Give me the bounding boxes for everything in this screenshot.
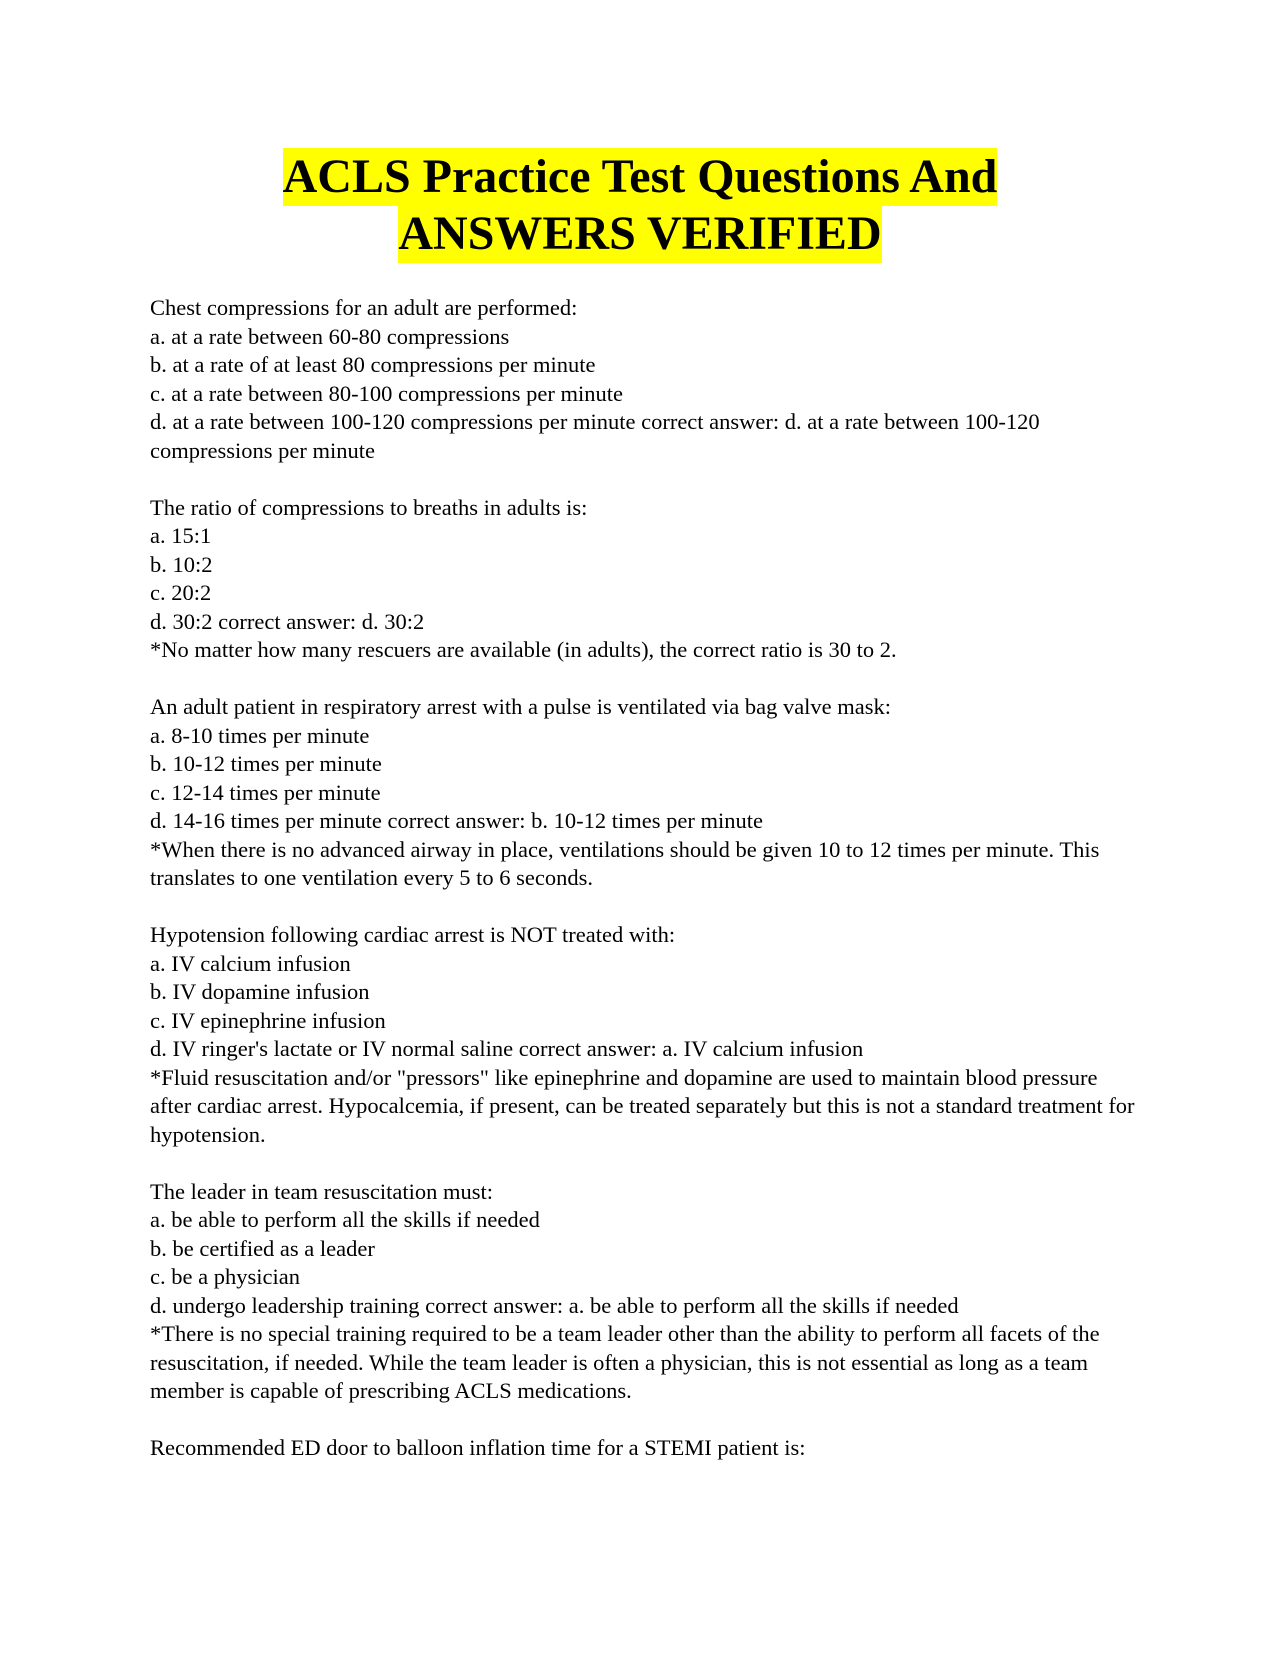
explanation-text: *When there is no advanced airway in place, ventilations should be given 10 to 12 times per minute. This translates to one ventilation every 5 to 6 seconds. bbox=[150, 836, 1100, 890]
option-line: b. 10-12 times per minute bbox=[150, 751, 382, 776]
question-block bbox=[150, 294, 1135, 465]
title-line-1: ACLS Practice Test Questions And bbox=[283, 148, 998, 206]
answer-line: d. 14-16 times per minute correct answer: b. 10-12 times per minute bbox=[150, 808, 763, 833]
explanation-text: *There is no special training required to be a team leader other than the ability to perform all facets of the resuscitation, if needed. While the team leader is often a physician, this is not essential as long as a team member is capable of prescribing ACLS medications. bbox=[150, 1321, 1100, 1403]
option-line: a. IV calcium infusion bbox=[150, 950, 351, 976]
option-line: c. IV epinephrine infusion bbox=[150, 1007, 386, 1033]
answer-line: d. at a rate between 100-120 compressions per minute correct answer: d. at a rate between 100-120 compressions per minute bbox=[150, 409, 1040, 463]
question-block bbox=[150, 494, 1135, 665]
explanation-text: *Fluid resuscitation and/or "pressors" like epinephrine and dopamine are used to maintain blood pressure after cardiac arrest. Hypocalcemia, if present, can be treated separately but this is not a standard treatment for hypotension. bbox=[150, 1064, 1135, 1147]
question-stem: The leader in team resuscitation must: bbox=[150, 1178, 494, 1204]
question-block bbox=[150, 921, 1135, 1149]
title-line-2: ANSWERS VERIFIED bbox=[398, 205, 881, 263]
question-block bbox=[150, 1178, 1135, 1406]
question-list bbox=[150, 294, 1135, 1491]
answer-line: d. 30:2 correct answer: d. 30:2 bbox=[150, 608, 425, 634]
option-line: c. 20:2 bbox=[150, 580, 212, 605]
option-line: b. be certified as a leader bbox=[150, 1235, 375, 1261]
question-stem: Recommended ED door to balloon inflation time for a STEMI patient is: bbox=[150, 1435, 806, 1460]
option-line: c. 12-14 times per minute bbox=[150, 779, 381, 805]
option-line: b. IV dopamine infusion bbox=[150, 979, 370, 1004]
option-line: b. at a rate of at least 80 compressions per minute bbox=[150, 352, 596, 377]
answer-line: d. undergo leadership training correct answer: a. be able to perform all the skills if needed bbox=[150, 1292, 959, 1318]
option-line: a. be able to perform all the skills if needed bbox=[150, 1207, 540, 1232]
option-line: a. at a rate between 60-80 compressions bbox=[150, 323, 510, 349]
question-stem: Chest compressions for an adult are performed: bbox=[150, 295, 578, 320]
option-line: c. at a rate between 80-100 compressions per minute bbox=[150, 380, 623, 406]
question-stem: The ratio of compressions to breaths in adults is: bbox=[150, 494, 588, 520]
question-block bbox=[150, 693, 1135, 893]
document-title bbox=[150, 148, 1130, 262]
explanation-text: *No matter how many rescuers are available (in adults), the correct ratio is 30 to 2. bbox=[150, 637, 897, 662]
option-line: a. 15:1 bbox=[150, 523, 212, 548]
option-line: b. 10:2 bbox=[150, 551, 213, 577]
question-stem: Hypotension following cardiac arrest is NOT treated with: bbox=[150, 922, 676, 947]
option-line: a. 8-10 times per minute bbox=[150, 722, 370, 748]
question-stem: An adult patient in respiratory arrest with a pulse is ventilated via bag valve mask: bbox=[150, 694, 892, 719]
option-line: c. be a physician bbox=[150, 1264, 300, 1289]
answer-line: d. IV ringer's lactate or IV normal saline correct answer: a. IV calcium infusion bbox=[150, 1036, 864, 1061]
question-block bbox=[150, 1434, 1135, 1463]
